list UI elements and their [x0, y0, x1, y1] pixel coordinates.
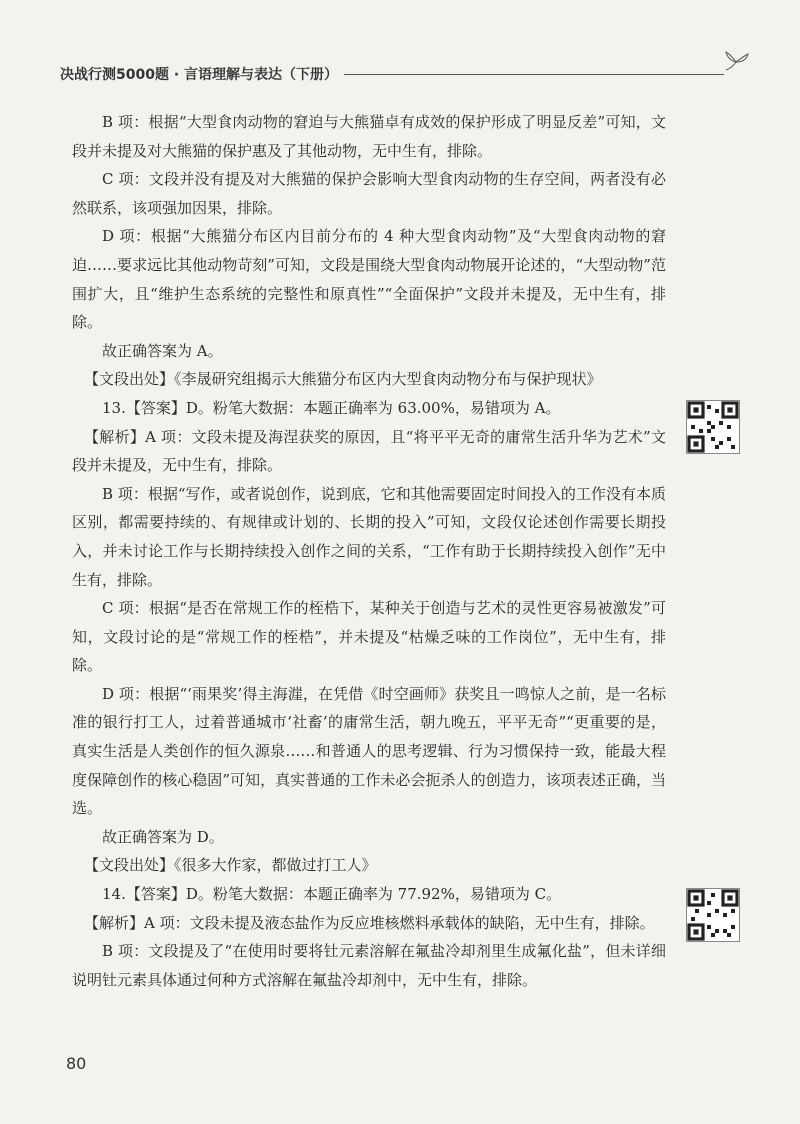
source-note: 【文段出处】《很多大作家，都做过打工人》 [84, 856, 377, 875]
paragraph: B 项：文段提及了“在使用时要将钍元素溶解在氟盐冷却剂里生成氟化盐”，但未详细说明钍元素具体通过何种方式溶解在氟盐冷却剂中，无中生有，排除。 [72, 942, 666, 989]
source-note: 【文段出处】《李晟研究组揭示大熊猫分布区内大型食肉动物分布与保护现状》 [84, 370, 602, 389]
leaf-icon [724, 50, 750, 76]
paragraph: C 项：文段并没有提及对大熊猫的保护会影响大型食肉动物的生存空间，两者没有必然联系，该项强加因果，排除。 [72, 170, 666, 217]
body-text [72, 108, 666, 994]
paragraph: 故正确答案为 A。 [102, 341, 223, 360]
paragraph: D 项：根据“大熊猫分布区内目前分布的 4 种大型食肉动物”及“大型食肉动物的窘迫……要求远比其他动物苛刻”可知，文段是围绕大型食肉动物展开论述的，“大型动物”范围扩大，且“维护生态系统的完整性和原真性”“全面保护”文段并未提及，无中生有，排除。 [72, 227, 666, 332]
paragraph: 故正确答案为 D。 [102, 827, 224, 846]
analysis-paragraph: 【解析】A 项：文段未提及海涅获奖的原因，且“将平平无奇的庸常生活升华为艺术”文段并未提及，无中生有，排除。 [72, 427, 666, 475]
page-number: 80 [66, 1054, 87, 1073]
answer-line: 14.【答案】D。粉笔大数据：本题正确率为 77.92%，易错项为 C。 [102, 885, 562, 904]
page-header [60, 64, 750, 88]
paragraph: B 项：根据“大型食肉动物的窘迫与大熊猫卓有成效的保护形成了明显反差”可知，文段并未提及对大熊猫的保护惠及了其他动物，无中生有，排除。 [72, 113, 666, 160]
paragraph: D 项：根据“‘雨果奖’得主海漄，在凭借《时空画师》获奖且一鸣惊人之前，是一名标准的银行打工人，过着普通城市‘社畜’的庸常生活，朝九晚五，平平无奇”“更重要的是，真实生活是人类创作的恒久源泉……和普通人的思考逻辑、行为习惯保持一致，能最大程度保障创作的核心稳固”可知，真实普通的工作未必会扼杀人的创造力，该项表述正确，当选。 [72, 684, 666, 818]
qr-code-icon[interactable] [686, 888, 740, 942]
header-rule [340, 74, 724, 75]
book-title: 决战行测5000题 · 言语理解与表达（下册） [60, 64, 344, 84]
analysis-paragraph: 【解析】A 项：文段未提及液态盐作为反应堆核燃料承载体的缺陷，无中生有，排除。 [84, 913, 655, 932]
paragraph: B 项：根据“写作，或者说创作，说到底，它和其他需要固定时间投入的工作没有本质区别，都需要持续的、有规律或计划的、长期的投入”可知，文段仅论述创作需要长期投入，并未讨论工作与长期持续投入创作之间的关系，“工作有助于长期持续投入创作”无中生有，排除。 [72, 484, 666, 589]
paragraph: C 项：根据“是否在常规工作的桎梏下，某种关于创造与艺术的灵性更容易被激发”可知，文段讨论的是“常规工作的桎梏”，并未提及“枯燥乏味的工作岗位”，无中生有，排除。 [72, 599, 666, 675]
answer-line: 13.【答案】D。粉笔大数据：本题正确率为 63.00%，易错项为 A。 [102, 398, 561, 417]
qr-code-icon[interactable] [686, 400, 740, 454]
